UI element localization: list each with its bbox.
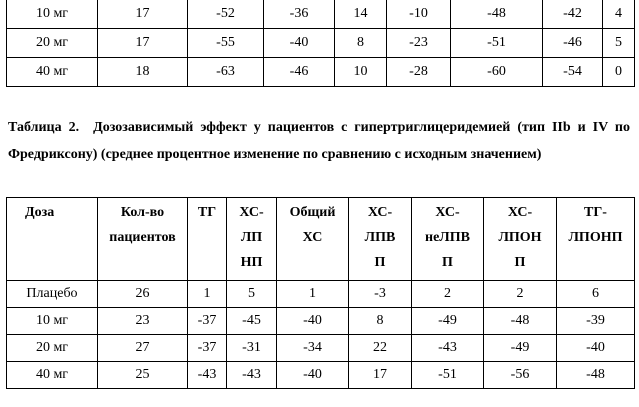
column-header-line: П [374,255,386,270]
table-row [7,58,635,87]
value-cell: 17 [98,0,188,29]
column-header-line: ХС [302,230,323,245]
value-cell: -42 [543,0,603,29]
table-row [7,335,635,362]
value-cell: 27 [98,335,188,362]
value-cell: 0 [603,58,635,87]
value-cell: 4 [603,0,635,29]
value-cell: -48 [451,0,543,29]
column-header [557,198,635,281]
value-cell: -36 [264,0,335,29]
dose-cell: 40 мг [7,58,98,87]
value-cell: -39 [557,308,635,335]
table-2-label: Таблица 2. [8,120,80,135]
value-cell: -54 [543,58,603,87]
value-cell: 6 [557,281,635,308]
value-cell: -45 [227,308,277,335]
dose-cell: Плацебо [7,281,98,308]
table-row [7,281,635,308]
value-cell: -28 [387,58,451,87]
value-cell: 5 [603,29,635,58]
value-cell: 1 [188,281,227,308]
value-cell: -48 [484,308,557,335]
column-header [227,198,277,281]
dose-cell: 20 мг [7,335,98,362]
value-cell: -48 [557,362,635,389]
table-row [7,0,635,29]
column-header-line: ХС- [435,205,460,220]
value-cell: 10 [335,58,387,87]
column-header-line: Общий [289,205,336,220]
dose-cell: 40 мг [7,362,98,389]
dose-cell: 20 мг [7,29,98,58]
column-header-line: П [514,255,526,270]
value-cell: -49 [484,335,557,362]
value-cell: -3 [349,281,412,308]
value-cell: -52 [188,0,264,29]
value-cell: 17 [349,362,412,389]
dose-cell: 10 мг [7,0,98,29]
table-2-header-row [7,198,635,281]
value-cell: 22 [349,335,412,362]
column-header [412,198,484,281]
value-cell: 23 [98,308,188,335]
value-cell: -40 [557,335,635,362]
column-header-line: ХС- [367,205,393,220]
value-cell: -43 [412,335,484,362]
value-cell: -49 [412,308,484,335]
column-header [277,198,349,281]
column-header-line: Доза [25,205,55,220]
value-cell: -10 [387,0,451,29]
value-cell: 2 [412,281,484,308]
column-header-line: ХС- [507,205,533,220]
value-cell: -43 [188,362,227,389]
column-header-line: неЛПВ [425,230,470,245]
column-header [98,198,188,281]
value-cell: -51 [451,29,543,58]
column-header [349,198,412,281]
value-cell: -40 [277,362,349,389]
column-header [7,198,98,281]
column-header [188,198,227,281]
value-cell: -31 [227,335,277,362]
value-cell: -51 [412,362,484,389]
value-cell: 26 [98,281,188,308]
value-cell: -46 [264,58,335,87]
value-cell: -40 [277,308,349,335]
column-header-line: пациентов [109,230,176,245]
dose-cell: 10 мг [7,308,98,335]
value-cell: 14 [335,0,387,29]
value-cell: 18 [98,58,188,87]
column-header-line: НП [240,255,263,270]
value-cell: -23 [387,29,451,58]
column-header-line: ЛПОН [498,230,542,245]
value-cell: -63 [188,58,264,87]
value-cell: -37 [188,308,227,335]
value-cell: 1 [277,281,349,308]
column-header-line: П [442,255,453,270]
value-cell: 2 [484,281,557,308]
value-cell: -55 [188,29,264,58]
value-cell: 25 [98,362,188,389]
column-header-line: ТГ- [584,205,607,220]
table-row [7,362,635,389]
column-header-line: Кол-во [120,205,165,220]
column-header-line: ТГ [197,205,217,220]
value-cell: -37 [188,335,227,362]
column-header-line: ЛП [240,230,263,245]
value-cell: 5 [227,281,277,308]
value-cell: 17 [98,29,188,58]
table-row [7,29,635,58]
value-cell: -60 [451,58,543,87]
value-cell: -40 [264,29,335,58]
value-cell: 8 [335,29,387,58]
table-2 [6,197,635,389]
value-cell: 8 [349,308,412,335]
table-2-caption [8,114,630,168]
column-header-line: ХС- [239,205,264,220]
column-header-line: ЛПОНП [568,230,623,245]
value-cell: -56 [484,362,557,389]
column-header [484,198,557,281]
table-1-continuation [6,0,635,87]
column-header-line: ЛПВ [364,230,396,245]
value-cell: -46 [543,29,603,58]
table-row [7,308,635,335]
value-cell: -43 [227,362,277,389]
value-cell: -34 [277,335,349,362]
table-2-title: Дозозависимый эффект у пациентов с гипертриглицеридемией (тип IIb и IV по Фредриксону) (среднее процентное изменение по сравнению с исходным значением) [8,120,630,162]
